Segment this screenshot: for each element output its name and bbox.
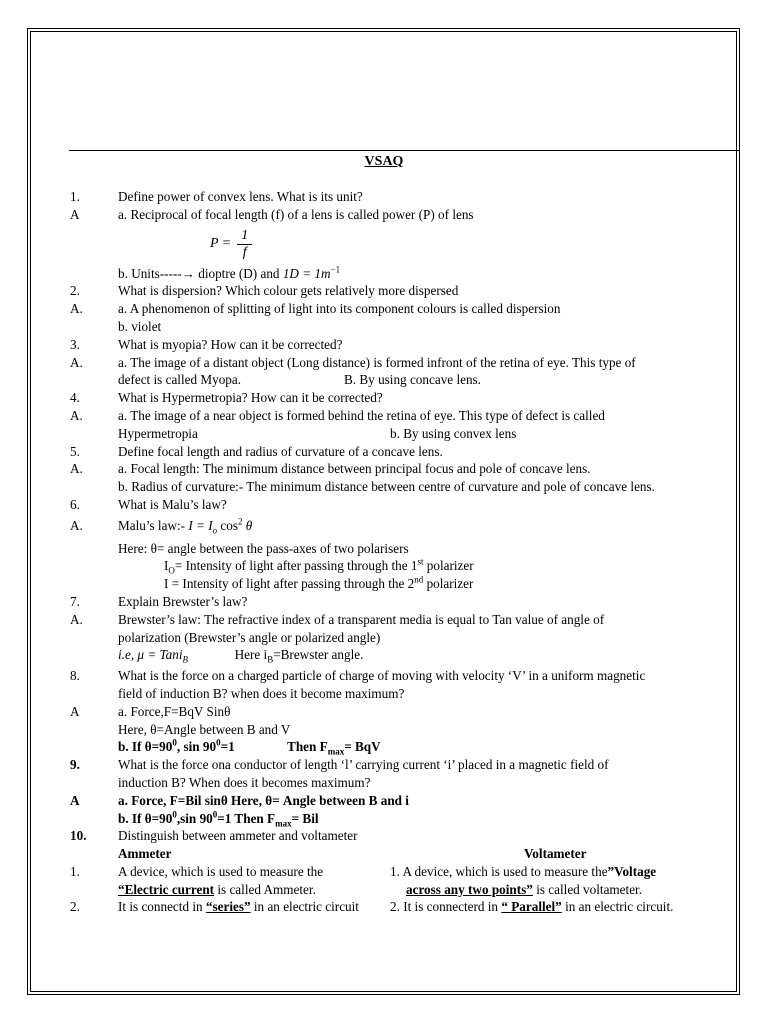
answer-7: A. Brewster’s law: The refractive index of a transparent media is equal to Tan value of angle of polarization (Brewster’s angle or polarized angle) i.e, μ = Tani$_B$ Here $i_B=Brewster$ angle. xyxy=(70,611,605,665)
question-10: 10. Distinguish between ammeter and voltameter xyxy=(70,828,358,844)
comparison-header: Ammeter Voltameter xyxy=(118,846,587,862)
page-title: VSAQ xyxy=(364,154,404,169)
answer-4: A. a. The image of a near object is formed behind the retina of eye. This type of defect is called Hypermetropia b. By using convex lens xyxy=(70,407,605,441)
question-6: 6. What is Malu’s law? xyxy=(70,496,227,512)
answer-2: A. a. A phenomenon of splitting of light into its component colours is called dispersion b. violet xyxy=(70,301,561,334)
answer-9: A a. Force, F=Bil sinθ Here, θ= Angle between B and i b. If $\theta=90^0,\sin$ $90^0=1$ Then $F_{max}=$ Bil xyxy=(70,792,409,829)
question-7: 7. Explain Brewster’s law? xyxy=(70,593,248,609)
question-1: 1. Define power of convex lens. What is its unit? xyxy=(70,189,363,204)
answer-6: A. Malu’s law:- $I = I_o$ $\cos^2 \theta$ Here: θ= angle between the pass-axes of two polarisers $I_O=$ Intensity of light after passing through the 1st polarizer I = Intensity of light after passing through the 2nd polarizer xyxy=(70,516,474,592)
header-rule xyxy=(69,150,740,151)
question-5: 5. Define focal length and radius of curvature of a concave lens. xyxy=(70,443,443,459)
question-9: 9. What is the force ona conductor of length ‘l’ carrying current ‘i’ placed in a magnetic field of induction B? When does it becomes maximum? xyxy=(70,757,609,790)
answer-8: A a. Force,F=BqV Sinθ Here, θ=Angle between B and V b. If $\theta=90^0$, $\sin 90^0=1$ Then $F_{max}=$ BqV xyxy=(70,703,381,757)
question-2: 2. What is dispersion? Which colour gets relatively more dispersed xyxy=(70,283,459,299)
question-3: 3. What is myopia? How can it be corrected? xyxy=(70,336,343,352)
answer-3: A. a. The image of a distant object (Long distance) is formed infront of the retina of eye. This type of defect is called Myopa. B. By using concave lens. xyxy=(70,354,636,388)
question-8: 8. What is the force on a charged particle of charge of moving with velocity ‘V’ in a uniform magnetic field of induction B? when does it become maximum? xyxy=(70,668,646,701)
comparison-row-2: 2. It is connectd in “series” in an electric circuit 2. It is connecterd in “ Parallel” in an electric circuit. xyxy=(70,899,674,915)
comparison-row-1: 1. A device, which is used to measure the “Electric current is called Ammeter. 1. A device, which is used to measure the”Voltage across any two points” is called voltameter. xyxy=(70,863,657,897)
arrow-icon: → xyxy=(181,265,195,281)
answer-1: A a. Reciprocal of focal length (f) of a lens is called power (P) of lens P = $\frac{1}{f}$ b. Units-----→ dioptre (D) and $1D = 1m^{-1}$ xyxy=(70,206,734,283)
document-body xyxy=(70,188,734,916)
answer-5: A. a. Focal length: The minimum distance between principal focus and pole of concave lens. b. Radius of curvature:- The minimum distance between centre of curvature and pole of concave lens. xyxy=(70,461,655,495)
question-4: 4. What is Hypermetropia? How can it be corrected? xyxy=(70,390,383,406)
power-formula: P = $\frac{1}{f}$ xyxy=(210,228,734,261)
